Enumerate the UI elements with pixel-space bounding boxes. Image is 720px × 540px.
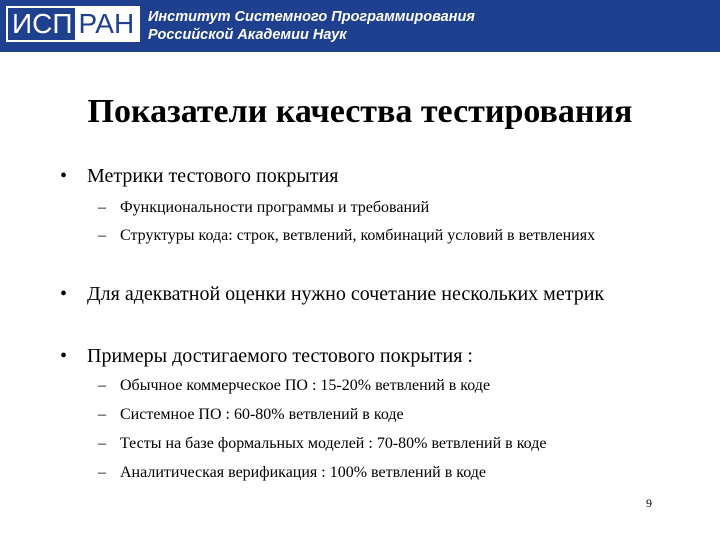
sub-bullet-marker: – bbox=[98, 199, 106, 216]
sub-bullet-text: Тесты на базе формальных моделей : 70-80% ветвлений в коде bbox=[120, 435, 547, 452]
sub-bullet-marker: – bbox=[98, 435, 106, 452]
sub-bullet-text: Функциональности программы и требований bbox=[120, 199, 430, 216]
sub-bullet-marker: – bbox=[98, 464, 106, 481]
sub-bullet-text: Аналитическая верификация : 100% ветвлений в коде bbox=[120, 464, 487, 481]
logo-right-text: РАН bbox=[75, 8, 138, 40]
bullet-marker: • bbox=[60, 165, 68, 187]
institute-line-1: Институт Системного Программирования bbox=[148, 9, 475, 25]
sub-bullet-marker: – bbox=[98, 377, 106, 394]
bullet-text: Для адекватной оценки нужно сочетание нескольких метрик bbox=[87, 283, 605, 305]
ispras-logo bbox=[6, 6, 140, 42]
bullet-marker: • bbox=[60, 283, 68, 305]
slide-title: Показатели качества тестирования bbox=[87, 93, 633, 130]
bullet-text: Примеры достигаемого тестового покрытия : bbox=[87, 345, 473, 367]
page-number: 9 bbox=[646, 496, 652, 510]
sub-bullet-text: Обычное коммерческое ПО : 15-20% ветвлений в коде bbox=[120, 377, 491, 394]
sub-bullet-text: Системное ПО : 60-80% ветвлений в коде bbox=[120, 406, 404, 423]
header-bar bbox=[0, 0, 720, 52]
institute-name bbox=[148, 8, 475, 44]
sub-bullet-text: Структуры кода: строк, ветвлений, комбинаций условий в ветвлениях bbox=[120, 227, 596, 244]
sub-bullet-marker: – bbox=[98, 227, 106, 244]
bullet-text: Метрики тестового покрытия bbox=[87, 165, 339, 187]
bullet-marker: • bbox=[60, 345, 68, 367]
institute-line-2: Российской Академии Наук bbox=[148, 27, 347, 43]
sub-bullet-marker: – bbox=[98, 406, 106, 423]
logo-left-text: ИСП bbox=[12, 8, 73, 39]
